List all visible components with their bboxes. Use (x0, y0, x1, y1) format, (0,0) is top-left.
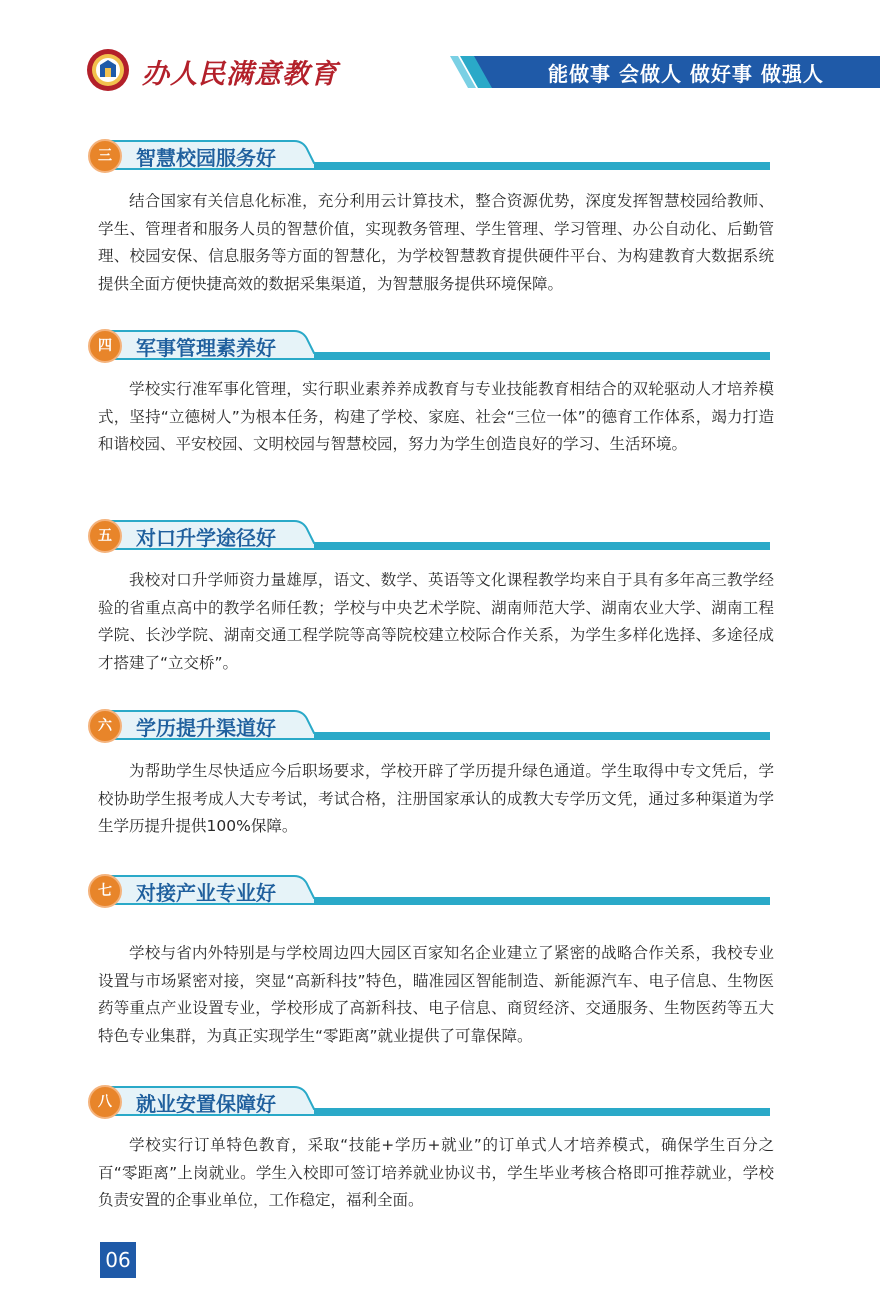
section-paragraph: 学校实行准军事化管理，实行职业素养养成教育与专业技能教育相结合的双轮驱动人才培养模式，坚持“立德树人”为根本任务，构建了学校、家庭、社会“三位一体”的德育工作体系，竭力打造和谐校园、平安校园、文明校园与智慧校园，努力为学生创造良好的学习、生活环境。 (98, 380, 774, 454)
section-paragraph: 结合国家有关信息化标准，充分利用云计算技术，整合资源优势，深度发挥智慧校园给教师、学生、管理者和服务人员的智慧价值，实现教务管理、学生管理、学习管理、办公自动化、后勤管理、校园安保、信息服务等方面的智慧化，为学校智慧教育提供硬件平台、为构建教育大数据系统提供全面方便快捷高效的数据采集渠道，为智慧服务提供环境保障。 (98, 192, 774, 293)
section-heading (88, 709, 770, 745)
section-number-badge: 三 (88, 139, 122, 173)
section-title: 就业安置保障好 (136, 1092, 276, 1116)
section-title: 对口升学途径好 (136, 526, 276, 550)
section-title: 对接产业专业好 (136, 881, 276, 905)
section-paragraph: 我校对口升学师资力量雄厚，语文、数学、英语等文化课程教学均来自于具有多年高三教学经验的省重点高中的教学名师任教；学校与中央艺术学院、湖南师范大学、湖南农业大学、湖南工程学院、长沙学院、湖南交通工程学院等高等院校建立校际合作关系，为学生多样化选择、多途径成才搭建了“立交桥”。 (98, 571, 774, 672)
section-title: 军事管理素养好 (136, 336, 276, 360)
section-title: 智慧校园服务好 (136, 146, 276, 170)
school-motto: 能做事 会做人 做好事 做强人 (548, 62, 824, 86)
section-number-badge: 四 (88, 329, 122, 363)
section-number-badge: 八 (88, 1085, 122, 1119)
page-header (0, 0, 880, 100)
brand-slogan: 办人民满意教育 (142, 59, 338, 90)
school-emblem-icon (86, 48, 130, 92)
section-number-badge: 五 (88, 519, 122, 553)
section-heading (88, 139, 770, 175)
section-paragraph: 学校与省内外特别是与学校周边四大园区百家知名企业建立了紧密的战略合作关系，我校专业设置与市场紧密对接，突显“高新科技”特色，瞄准园区智能制造、新能源汽车、电子信息、生物医药等重点产业设置专业，学校形成了高新科技、电子信息、商贸经济、交通服务、生物医药等五大特色专业集群，为真正实现学生“零距离”就业提供了可靠保障。 (98, 944, 774, 1045)
section-heading (88, 329, 770, 365)
section-paragraph: 为帮助学生尽快适应今后职场要求，学校开辟了学历提升绿色通道。学生取得中专文凭后，学校协助学生报考成人大专考试，考试合格，注册国家承认的成教大专学历文凭，通过多种渠道为学生学历提升提供100%保障。 (98, 762, 774, 836)
section-paragraph: 学校实行订单特色教育，采取“技能+学历+就业”的订单式人才培养模式，确保学生百分之百“零距离”上岗就业。学生入校即可签订培养就业协议书，学生毕业考核合格即可推荐就业，学校负责安置的企事业单位，工作稳定，福利全面。 (98, 1136, 774, 1210)
section-heading (88, 1085, 770, 1121)
section-title: 学历提升渠道好 (136, 716, 276, 740)
section-number-badge: 七 (88, 874, 122, 908)
page-number: 06 (100, 1242, 136, 1278)
section-heading (88, 874, 770, 910)
section-number-badge: 六 (88, 709, 122, 743)
section-heading (88, 519, 770, 555)
